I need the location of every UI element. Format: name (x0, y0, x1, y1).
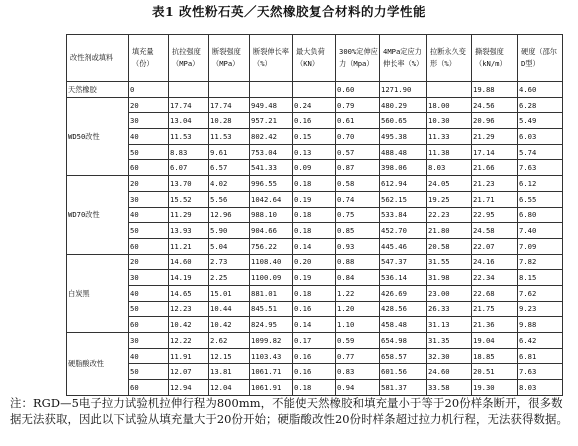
table-cell: 22.95 (472, 207, 518, 223)
table-cell: 6.55 (518, 191, 563, 207)
table-cell: 19.04 (472, 333, 518, 349)
table-cell: 10.42 (169, 317, 209, 333)
table-cell: 31.13 (427, 317, 472, 333)
column-header: 4MPa定应力伸长率（%） (380, 35, 427, 82)
table-cell: 18.85 (472, 348, 518, 364)
table-cell: 31.35 (427, 333, 472, 349)
table-cell: 988.10 (250, 207, 293, 223)
table-cell: 11.91 (169, 348, 209, 364)
table-cell: 0.61 (336, 113, 380, 129)
table-cell (293, 82, 336, 98)
table-cell: 428.56 (380, 301, 427, 317)
table-cell: 9.61 (209, 144, 250, 160)
table-cell: 904.66 (250, 223, 293, 239)
table-cell: 756.22 (250, 238, 293, 254)
column-header: 填充量（份） (129, 35, 169, 82)
table-cell: 11.53 (169, 129, 209, 145)
table-cell: 0.18 (293, 207, 336, 223)
table-cell: 19.88 (472, 82, 518, 98)
table-cell: 802.42 (250, 129, 293, 145)
modifier-label-cell: WD50改性 (67, 97, 129, 175)
table-cell: 17.74 (169, 97, 209, 113)
table-cell: 12.07 (169, 364, 209, 380)
table-cell: 20.58 (427, 238, 472, 254)
table-cell: 20.96 (472, 113, 518, 129)
table-cell: 9.23 (518, 301, 563, 317)
mechanical-properties-table (66, 34, 563, 396)
table-cell: 0.59 (336, 333, 380, 349)
table-row (67, 348, 563, 364)
column-header: 断裂伸长率（%） (250, 35, 293, 82)
table-cell: 10.30 (427, 113, 472, 129)
table-cell: 7.63 (518, 364, 563, 380)
table-cell: 33.58 (427, 380, 472, 396)
table-cell: 40 (129, 285, 169, 301)
column-header: 拉断永久变形（%） (427, 35, 472, 82)
table-row (67, 207, 563, 223)
table-cell: 0.13 (293, 144, 336, 160)
table-cell: 13.70 (169, 176, 209, 192)
table-cell (427, 82, 472, 98)
table-cell: 1042.64 (250, 191, 293, 207)
table-cell: 996.55 (250, 176, 293, 192)
table-row (67, 176, 563, 192)
table-cell: 0.17 (293, 333, 336, 349)
table-cell: 957.21 (250, 113, 293, 129)
table-cell: 10.28 (209, 113, 250, 129)
table-cell: 50 (129, 301, 169, 317)
table-cell: 12.23 (169, 301, 209, 317)
table-cell: 0.15 (293, 129, 336, 145)
table-cell: 845.51 (250, 301, 293, 317)
table-cell: 6.12 (518, 176, 563, 192)
table-row (67, 160, 563, 176)
table-cell: 60 (129, 380, 169, 396)
table-cell: 5.90 (209, 223, 250, 239)
table-cell: 488.48 (380, 144, 427, 160)
table-cell: 8.83 (169, 144, 209, 160)
table-cell: 824.95 (250, 317, 293, 333)
table-cell: 8.15 (518, 270, 563, 286)
table-cell: 0.19 (293, 191, 336, 207)
table-cell: 20.51 (472, 364, 518, 380)
table-cell: 0.16 (293, 364, 336, 380)
table-row (67, 144, 563, 160)
table-row (67, 113, 563, 129)
table-cell: 12.94 (169, 380, 209, 396)
table-cell: 536.14 (380, 270, 427, 286)
table-title: 表1 改性粉石英／天然橡胶复合材料的力学性能 (151, 4, 427, 19)
table-cell (250, 82, 293, 98)
table-cell: 452.70 (380, 223, 427, 239)
table-row (67, 285, 563, 301)
column-header: 改性剂或填料 (67, 35, 129, 82)
table-row (67, 301, 563, 317)
table-cell: 0.85 (336, 223, 380, 239)
table-cell: 22.34 (472, 270, 518, 286)
table-cell: 0.70 (336, 129, 380, 145)
table-cell: 547.37 (380, 254, 427, 270)
modifier-label-cell: 白炭黑 (67, 254, 129, 332)
table-cell: 0.94 (336, 380, 380, 396)
table-cell: 40 (129, 348, 169, 364)
table-cell: 6.07 (169, 160, 209, 176)
table-cell: 0.74 (336, 191, 380, 207)
modifier-label-cell: WD70改性 (67, 176, 129, 254)
table-cell: 18.00 (427, 97, 472, 113)
table-cell: 13.81 (209, 364, 250, 380)
table-cell: 24.56 (472, 97, 518, 113)
table-cell: 1.22 (336, 285, 380, 301)
table-cell: 4.60 (518, 82, 563, 98)
table-cell: 21.75 (472, 301, 518, 317)
table-cell: 13.04 (169, 113, 209, 129)
table-row (67, 364, 563, 380)
table-cell (209, 82, 250, 98)
table-cell: 5.56 (209, 191, 250, 207)
table-cell: 0.14 (293, 238, 336, 254)
column-header: 断裂强度（MPa） (209, 35, 250, 82)
table-cell: 0.58 (336, 176, 380, 192)
modifier-label-cell: 硬脂酸改性 (67, 333, 129, 396)
table-cell: 2.73 (209, 254, 250, 270)
table-cell: 50 (129, 364, 169, 380)
table-cell: 9.88 (518, 317, 563, 333)
table-cell: 15.52 (169, 191, 209, 207)
table-cell: 31.55 (427, 254, 472, 270)
column-header: 抗拉强度（MPa） (169, 35, 209, 82)
table-cell: 12.22 (169, 333, 209, 349)
table-row (67, 380, 563, 396)
table-cell: 0.16 (293, 113, 336, 129)
table-cell: 7.09 (518, 238, 563, 254)
table-row (67, 254, 563, 270)
table-cell: 20 (129, 254, 169, 270)
table-cell: 21.36 (472, 317, 518, 333)
table-cell: 15.01 (209, 285, 250, 301)
table-header-row (67, 35, 563, 82)
table-cell: 0 (129, 82, 169, 98)
table-cell: 14.65 (169, 285, 209, 301)
table-cell: 0.16 (293, 301, 336, 317)
column-header: 硬度（邵尔D型） (518, 35, 563, 82)
table-cell: 24.05 (427, 176, 472, 192)
table-cell: 0.84 (336, 270, 380, 286)
table-cell: 11.29 (169, 207, 209, 223)
column-header: 300%定伸应力（Mpa） (336, 35, 380, 82)
table-cell: 21.71 (472, 191, 518, 207)
table-cell: 0.60 (336, 82, 380, 98)
table-cell: 7.62 (518, 285, 563, 301)
table-row (67, 270, 563, 286)
column-header: 撕裂强度（kN/m） (472, 35, 518, 82)
table-cell: 30 (129, 333, 169, 349)
table-row (67, 191, 563, 207)
table-cell: 24.58 (472, 223, 518, 239)
table-row (67, 129, 563, 145)
table-cell: 0.16 (293, 348, 336, 364)
table-cell: 21.23 (472, 176, 518, 192)
table-cell: 31.98 (427, 270, 472, 286)
table-cell: 13.93 (169, 223, 209, 239)
table-cell: 562.15 (380, 191, 427, 207)
table-cell: 17.74 (209, 97, 250, 113)
table-cell: 1108.40 (250, 254, 293, 270)
table-cell: 22.68 (472, 285, 518, 301)
table-cell: 0.18 (293, 380, 336, 396)
table-cell: 26.33 (427, 301, 472, 317)
table-cell: 10.44 (209, 301, 250, 317)
table-cell: 480.29 (380, 97, 427, 113)
table-cell: 1271.90 (380, 82, 427, 98)
table-cell: 10.42 (209, 317, 250, 333)
table-cell: 654.98 (380, 333, 427, 349)
table-cell: 30 (129, 113, 169, 129)
table-cell: 6.03 (518, 129, 563, 145)
table-row (67, 333, 563, 349)
table-cell: 0.19 (293, 270, 336, 286)
table-cell: 658.57 (380, 348, 427, 364)
table-cell: 11.33 (427, 129, 472, 145)
table-cell: 20 (129, 97, 169, 113)
table-cell: 21.66 (472, 160, 518, 176)
table-cell: 5.49 (518, 113, 563, 129)
table-cell: 50 (129, 223, 169, 239)
table-cell: 6.42 (518, 333, 563, 349)
table-cell: 6.28 (518, 97, 563, 113)
table-cell: 60 (129, 238, 169, 254)
table-cell: 445.46 (380, 238, 427, 254)
table-cell: 541.33 (250, 160, 293, 176)
table-cell: 5.74 (518, 144, 563, 160)
table-cell: 533.84 (380, 207, 427, 223)
table-body (67, 82, 563, 396)
table-cell: 0.75 (336, 207, 380, 223)
table-cell: 612.94 (380, 176, 427, 192)
table-cell: 19.30 (472, 380, 518, 396)
table-cell: 426.69 (380, 285, 427, 301)
table-cell: 0.09 (293, 160, 336, 176)
table-cell: 7.63 (518, 160, 563, 176)
table-cell: 11.21 (169, 238, 209, 254)
column-header: 最大负荷（KN） (293, 35, 336, 82)
table-cell: 1061.91 (250, 380, 293, 396)
table-cell: 60 (129, 317, 169, 333)
table-cell: 24.16 (472, 254, 518, 270)
table-cell: 20 (129, 176, 169, 192)
table-row (67, 82, 563, 98)
table-cell: 753.04 (250, 144, 293, 160)
table-cell: 6.57 (209, 160, 250, 176)
table-cell: 11.53 (209, 129, 250, 145)
table-cell: 949.48 (250, 97, 293, 113)
table-cell: 8.03 (427, 160, 472, 176)
table-cell: 32.30 (427, 348, 472, 364)
table-cell: 0.93 (336, 238, 380, 254)
table-cell: 0.88 (336, 254, 380, 270)
table-cell: 0.20 (293, 254, 336, 270)
table-cell: 14.19 (169, 270, 209, 286)
table-cell: 30 (129, 191, 169, 207)
table-cell: 1099.82 (250, 333, 293, 349)
table-cell: 22.23 (427, 207, 472, 223)
modifier-label-cell: 天然橡胶 (67, 82, 129, 98)
table-cell: 0.77 (336, 348, 380, 364)
table-cell: 6.80 (518, 207, 563, 223)
table-cell: 0.14 (293, 317, 336, 333)
table-row (67, 97, 563, 113)
table-row (67, 317, 563, 333)
table-cell: 7.40 (518, 223, 563, 239)
table-cell: 581.37 (380, 380, 427, 396)
table-cell: 11.38 (427, 144, 472, 160)
table-cell: 30 (129, 270, 169, 286)
table-cell (169, 82, 209, 98)
table-cell: 0.18 (293, 223, 336, 239)
table-cell: 17.14 (472, 144, 518, 160)
table-cell: 5.04 (209, 238, 250, 254)
table-cell: 0.18 (293, 176, 336, 192)
table-cell: 12.15 (209, 348, 250, 364)
table-cell: 0.83 (336, 364, 380, 380)
table-cell: 7.82 (518, 254, 563, 270)
table-cell: 60 (129, 160, 169, 176)
table-cell: 1100.09 (250, 270, 293, 286)
table-cell: 24.60 (427, 364, 472, 380)
table-cell: 1.20 (336, 301, 380, 317)
table-cell: 2.62 (209, 333, 250, 349)
table-cell: 0.57 (336, 144, 380, 160)
table-cell: 458.48 (380, 317, 427, 333)
table-cell: 1103.43 (250, 348, 293, 364)
table-cell: 1.10 (336, 317, 380, 333)
table-cell: 6.81 (518, 348, 563, 364)
footnote: 注：RGD—5电子拉力试验机拉伸行程为800mm，不能使天然橡胶和填充量小于等于20份样条断开，很多数据无法获取，因此以下试验从填充量大于20份开始；硬脂酸改性20份时样条超过拉力机行程，无法获得数据。 (10, 396, 568, 426)
table-cell: 23.00 (427, 285, 472, 301)
table-cell: 0.87 (336, 160, 380, 176)
table-cell: 50 (129, 144, 169, 160)
table-cell: 40 (129, 207, 169, 223)
table-cell: 495.38 (380, 129, 427, 145)
table-cell: 12.96 (209, 207, 250, 223)
table-cell: 19.25 (427, 191, 472, 207)
table-cell: 881.01 (250, 285, 293, 301)
table-cell: 0.24 (293, 97, 336, 113)
table-cell: 12.04 (209, 380, 250, 396)
table-cell: 14.60 (169, 254, 209, 270)
table-cell: 0.18 (293, 285, 336, 301)
table-cell: 1061.71 (250, 364, 293, 380)
table-cell: 560.65 (380, 113, 427, 129)
table-row (67, 238, 563, 254)
table-cell: 21.29 (472, 129, 518, 145)
table-cell: 8.03 (518, 380, 563, 396)
table-cell: 21.80 (427, 223, 472, 239)
table-cell: 2.25 (209, 270, 250, 286)
table-cell: 0.79 (336, 97, 380, 113)
table-cell: 22.07 (472, 238, 518, 254)
table-cell: 40 (129, 129, 169, 145)
table-cell: 4.02 (209, 176, 250, 192)
table-cell: 398.06 (380, 160, 427, 176)
table-row (67, 223, 563, 239)
table-cell: 601.56 (380, 364, 427, 380)
